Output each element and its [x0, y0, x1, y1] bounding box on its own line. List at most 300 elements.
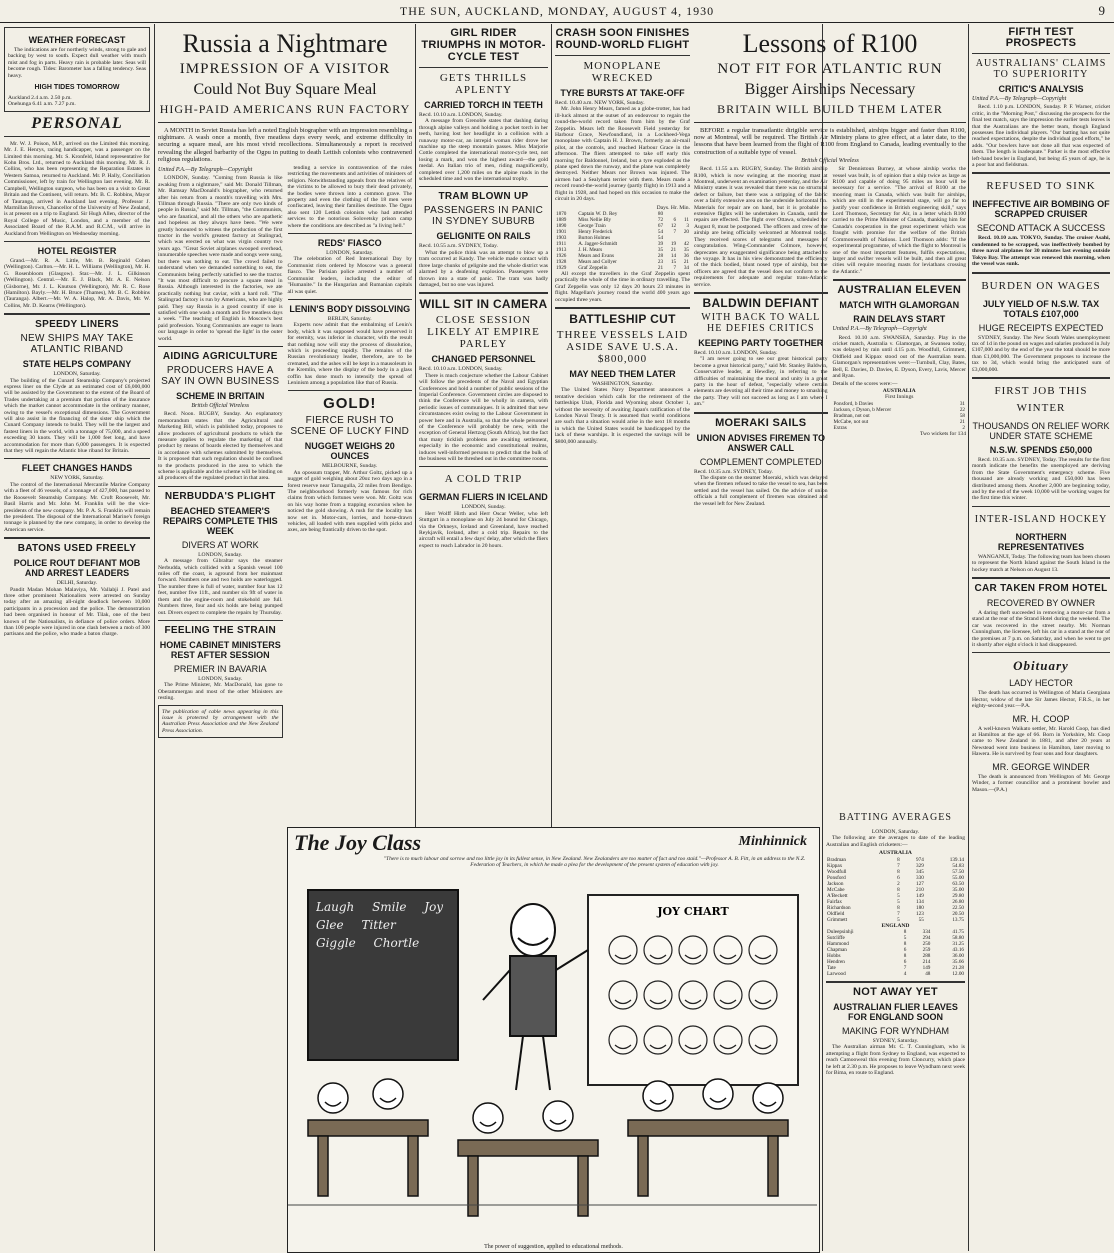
record-row-d: 23: [657, 258, 664, 265]
weather-box: [4, 27, 150, 112]
batting-row-inn: 8: [897, 886, 900, 893]
batting-row-name: A'Beckett: [827, 892, 848, 899]
battleship-dateline: WASHINGTON, Saturday.: [592, 380, 653, 387]
agri-subheading-2: SCHEME IN BRITAIN: [176, 390, 265, 401]
notaway-subheading: AUSTRALIAN FLIER LEAVES FOR ENGLAND SOON: [833, 1002, 958, 1023]
batons-heading: BATONS USED FREELY: [17, 543, 137, 555]
batting-row-inn: 6: [903, 959, 907, 966]
copyright-notice: The publication of cable news appearing in this issue is protected by arrangement with the Australian Press Association and the New Zealand Press Association.: [158, 705, 283, 739]
baldwin-heading: BALDWIN DEFIANT: [702, 295, 819, 310]
batting-row-avg: 58.80: [952, 935, 964, 942]
obituary-heading: Obituary: [1013, 658, 1069, 674]
notaway-body: The Australian airman Mr. C. T. Cunningham, who is attempting a flight from Sydney to England, was expected to reach Camooweal this evening from Cloncurry, which place he left at 2.30 p.m. He proposes to leave Wyndham next week for Bima, en route to England.: [826, 1044, 965, 1077]
batting-row-name: Woodfull: [827, 868, 847, 875]
batting-row-inn: 4: [903, 971, 907, 978]
batting-row-avg: 55.00: [952, 874, 964, 881]
batting-row-runs: 250: [922, 941, 931, 948]
refused-body: Recd. 10.10 a.m. TOKYO, Sunday. The cruiser Asahi, condemned to be scrapped, was ineffectively bombed by three naval airplanes for 30 minutes last evening outside Tokyo Bay. The attempt was renewed this morning, when the vessel was sunk.: [972, 235, 1110, 268]
column-3: [419, 24, 548, 824]
batting-row-avg: 63.50: [952, 880, 964, 887]
strain-subheading: HOME CABINET MINISTERS REST AFTER SESSION: [159, 639, 281, 660]
record-row-name: Mears and Evans: [578, 252, 614, 259]
batting-australia-table: [826, 857, 965, 923]
record-row-name: Burton Holmes: [578, 234, 611, 241]
speedy-heading: SPEEDY LINERS: [35, 319, 119, 331]
batting-row-inn: 5: [897, 898, 900, 905]
notaway-dateline: SYDNEY, Saturday.: [872, 1038, 919, 1045]
record-row-year: 1889: [556, 216, 567, 223]
batting-row-runs: 180: [916, 904, 924, 911]
batting-row-runs: 55: [918, 916, 924, 923]
batting-row-avg: 43.16: [952, 947, 964, 954]
eleven-score-table: [833, 401, 967, 431]
score-row-runs: 31: [959, 400, 965, 407]
r100-headline: Lessons of R100: [742, 29, 918, 58]
batting-heading: BATTING AVERAGES: [839, 812, 952, 823]
batting-row-runs: 149: [922, 965, 931, 972]
tides-auckland: Auckland 2.4 a.m. 2.50 p.m.: [8, 95, 72, 102]
nerbudda-dateline: LONDON, Sunday.: [198, 551, 243, 558]
fifth-heading: FIFTH TEST PROSPECTS: [1005, 26, 1077, 49]
teacher-figure: [483, 904, 588, 1090]
tram-subheading: PASSENGERS IN PANIC IN SYDNEY SUBURB: [423, 205, 544, 228]
batting-row-runs: 329: [916, 862, 924, 869]
camera-subheading: CLOSE SESSION LIKELY AT EMPIRE PARLEY: [427, 314, 540, 351]
record-row-year: 1913: [556, 246, 567, 253]
car-body: A daring theft succeeded in removing a motor-car from a stand at the rear of the Strand Hotel during the weekend. The car was recovered in the street nearby. Mr. Norman Cunningham, the licensee, left his car in a stand at the rear of the premises at 7 p.m. on Saturday, and when he went to get it shortly after eight o'clock it had disappeared.: [972, 610, 1110, 649]
russia-subheadline-3: HIGH-PAID AMERICANS RUN FACTORY: [159, 102, 411, 116]
record-row-d: 72: [657, 216, 664, 223]
records-table: [555, 211, 690, 271]
strain-body: The Prime Minister, Mr. MacDonald, has gone to Oberammergau and most of the other Ministers are resting.: [158, 682, 283, 702]
batting-row-inn: 5: [903, 935, 907, 942]
fleet-heading: FLEET CHANGES HANDS: [21, 463, 133, 474]
strain-dateline: LONDON, Sunday.: [198, 675, 243, 682]
record-row-name: Graf Zeppelin: [578, 264, 608, 271]
record-row-m: 21: [683, 258, 689, 265]
obituary-3-body: The death is announced from Wellington of Mr. George Winder, a former councillor and a prominent bowler and Mason.—(P.A.): [972, 773, 1110, 793]
score-row-name: Bradman, not out: [833, 412, 870, 419]
cartoon-author: Minhinnick: [738, 834, 807, 849]
battleship-subheading: THREE VESSELS LAID ASIDE SAVE U.S.A. $800,000: [556, 328, 689, 365]
nerbudda-heading: NERBUDDA'S PLIGHT: [164, 490, 276, 502]
crash-heading: CRASH SOON FINISHES ROUND-WORLD FLIGHT: [555, 27, 690, 51]
reds-heading: REDS' FIASCO: [317, 238, 382, 249]
batting-australia-label: AUSTRALIA: [879, 850, 912, 857]
russia-subheadline: IMPRESSION OF A VISITOR: [179, 61, 391, 77]
tram-heading: TRAM BLOWN UP: [438, 191, 529, 203]
speedy-subheading: NEW SHIPS MAY TAKE ATLANTIC RIBAND: [20, 333, 134, 356]
batting-row-avg: 54.83: [952, 862, 964, 869]
eleven-subheading-2: RAIN DELAYS START: [853, 314, 946, 325]
joy-chart-title: JOY CHART: [657, 905, 729, 918]
batting-row-name: Richardson: [827, 904, 851, 911]
batting-row-runs: 48: [925, 971, 931, 978]
car-heading: CAR TAKEN FROM HOTEL: [974, 583, 1108, 594]
record-row-d: 21: [657, 264, 664, 271]
obituary-2-body: A well-known Waikato settler, Mr. Harold Coop, has died at Hamilton at the age of 66. Born in Yorkshire, Mr. Coop came to New Zealand in 1881, and after 20 years at Newstead went into business in Hamilton, later moving to Hawera. He is survived by four sons and four daughters.: [972, 725, 1110, 758]
record-row-name: Mears and Collyer: [578, 258, 617, 265]
obituary-1-heading: LADY HECTOR: [1009, 678, 1073, 689]
record-row-h: 14: [670, 252, 677, 259]
record-row-year: 1929: [556, 264, 567, 271]
speedy-body: The building of the Cunard Steamship Company's projected express liner on the Clyde at an estimated cost of £6,000,000 will be assisted by the Government to the extent of the Board of Trades undertaking at a premium that portion of the insurance which the market cannot accommodate in the ordinary manner, owing to the vessel's exceptional dimensions. The Government will also assist in the financing of the sister ship which the Cunard Company intends to build. They will be the largest and fastest liners in the world, with a tonnage of 75,000, and a speed exceeding 30 knots. They will be 1,000 feet long, and have accommodation for more than 6,000 passengers. It is expected that they will regain the Atlantic blue riband for Britain.: [4, 377, 150, 455]
nerbudda-subheading: BEACHED STEAMER'S REPAIRS COMPLETE THIS WEEK: [162, 505, 278, 536]
personal-body: Mr. W. J. Poison, M.P., arrived on the Limited this morning. Mr. J. E. Henrys, racing handicapper, was a passenger on the Limited this morning. Mr. S. Kronfeld, Island representative for Kohn Bros. Ltd., returned to Auckland this morning. Mr. R. J. Collins, who has been representing the Reparation Estates in Western Samoa, returned to Auckland. Mr. P. Hally, Conciliation Commissioner, left by train for Wellington last evening. Mr. R. Campbell, Wellington surgeon, who has been on a visit to Great Britain and the Continent, will return. Mr. B. C. Robbins, Mayor of Tauranga, arrived in Auckland last evening. Professor J. Marmillan Brown, Chancellor of the University of New Zealand, is at present on a trip to England. Sir Hugh Allen, director of the Royal College of Music, London, and a member of the Associated Board of the R.A.M. and R.C.M., will arrive in Auckland from Wellington on Wednesday morning.: [4, 140, 150, 237]
fifth-subheading: AUSTRALIANS' CLAIMS TO SUPERIORITY: [975, 58, 1107, 80]
fifth-body: Recd. 1.10 p.m. LONDON, Sunday. P. F. Warner, cricket critic, in the "Morning Post," discussing the prospects for the final test match, says the impression the earlier tests leaves is that the Australians are the better team, though England possesses fine individual players. "Our batting has not quite reached expectations, despite the individual good efforts," he adds. "Our bowlers have not done all that was expected of them. The length is inadequate." Parker is the most effective left-hand bowler in England, but being 45 years of age, he is a poor bat and fieldsman.: [972, 104, 1110, 169]
cartoon-caption-top: "There is to much labour and sorrow and too little joy in its fullest sense, in New Zealand. New Zealanders are too matter of fact and too staid."—Professor A. B. Fitt, in an address to the N.Z. Federation of Teachers, in which he made a plea for the development of the present system of education with joy.: [383, 856, 806, 868]
speedy-subheading-2: STATE HELPS COMPANY: [22, 359, 132, 370]
batting-row-name: Sutcliffe: [827, 935, 845, 942]
record-row-d: 54: [657, 234, 664, 241]
girl-subheading: GETS THRILLS APLENTY: [439, 72, 528, 96]
cold-dateline: LONDON, Sunday.: [461, 504, 506, 511]
eleven-details-heading: Details of the scores were:—: [832, 381, 898, 388]
batting-england-table: [826, 929, 965, 977]
batting-row-runs: 345: [916, 868, 924, 875]
fifth-credit: United P.A.—By Telegraph—Copyright: [972, 96, 1067, 102]
r100-body-a: Recd. 11.55 a.m. RUGBY, Sunday. The British airship R100, which is now swinging at the mooring mast at Montreal, underwent an examination yesterday, and the Air Ministry states it was revealed that there was no structural defect or failure, but there was a stripping of the fabric over a fairly extensive area on the underside horizontal fin. Materials for repair are on hand, but it is probable no extensive flights will be undertaken in Canada, until the repairs are effected. The flight over Ottawa, scheduled for August 8, must be postponed. The officers and crew of the airship are being officially welcomed at Montreal today. They received scores of telegrams and messages of congratulation. Wing-Commander Colmore, however, deprecates any exaggerated significance being attached to the voyage. It has in his view demonstrated the efficiency of the thick bodied, blunt nosed type of airship, but the officers are agreed that the vessel does not conform to the requirements for adequate and regular trans-Atlantic service.: [694, 166, 828, 288]
batons-dateline: DELHI, Saturday.: [56, 580, 98, 587]
nerbudda-body: A message from Gibraltar says the steamer Nerbudda, which collided with a Spanish vessel 100 miles off the coast, is aground from her mainmast forward. Numbers one and two holds are waterlogged. The number three is full of water, number four has 12 feet, number five 11ft., and number six 9ft of water in them and the engine-room and stokehold are full. Numbers three, four and six holds are being pumped out. Divers expect to complete the repairs by Thursday.: [158, 558, 283, 616]
batting-row-inn: 8: [903, 953, 907, 960]
record-row-h: 19: [670, 240, 677, 247]
batting-row-runs: 210: [916, 886, 924, 893]
crash-body: Mr. John Henry Mears, famed as a globe-trotter, has had ill-luck almost at the outset of an endeavour to regain the round-the-world record taken from him by the Graf Zeppelin. Mears left the Roosevelt Field yesterday for Harbour Grace, Newfoundland, in a Lockheed-Vega monoplane with Captain H. J. Brown, formerly an air-mail pilot, at the controls, and reached Harbour Grace in the afternoon. The fliers attempted to take off early this morning for Baldonnel, Ireland, but a tyre exploded as the plane sped down the runway, and the plane was completely destroyed. Neither Mears nor Brown was injured. The airmen had a Sealyham terrier with them. Mears made a record round-the-world journey (partly flight) in 1913 and a flight in 1928, and had hoped on this occasion to make the circuit in 20 days.: [555, 106, 690, 203]
score-row-runs: 58: [959, 412, 965, 419]
girl-body: A message from Grenoble states that dashing daring through alpine valleys and holding a pocket torch in her teeth, having lost her headlight in a collision with a runaway motor-car, an intrepid woman rider drove her machine up the steep mountain passes. Miss Marjorie Cottle completed the international motor-cycle test, not losing a mark, and won the highest award—the gold medal. An Italian trio of men, riding magnificently, completed over 1,200 miles on the alpine roads in the scheduled time and won the international trophy.: [419, 118, 548, 183]
batting-row-runs: 288: [922, 953, 931, 960]
tram-subheading-2: GELIGNITE ON RAILS: [436, 231, 531, 242]
record-row-m: 34: [683, 264, 689, 271]
burden-subheading: JULY YIELD OF N.S.W. TAX TOTALS £107,000: [982, 298, 1100, 319]
record-row-d: 80: [657, 210, 664, 217]
russia-headline: Russia a Nightmare: [182, 29, 388, 58]
battleship-heading: BATTLESHIP CUT: [569, 311, 676, 326]
batting-row-avg: 36.00: [952, 953, 964, 960]
hotel-heading: HOTEL REGISTER: [37, 245, 117, 256]
battleship-body: The United States Navy Department announces a tentative decision which calls for the retirement of the battleships Utah, Florida and Wyoming about October 1, without the necessity of awaiting Japan's ratification of the London Naval Treaty. It is assumed that world conditions are such that a situation would arise in the next 18 months in which the United States would be handicapped by the lack of these warships. It is expected the savings will be $800,000 annually.: [555, 387, 690, 445]
fleet-dateline: NEW YORK, Saturday.: [50, 475, 104, 482]
gold-dateline: MELBOURNE, Sunday.: [322, 463, 378, 470]
record-row-year: 1911: [556, 240, 567, 247]
personal-heading: PERSONAL: [31, 114, 123, 132]
lenin-body: Experts now admit that the embalming of Lenin's body, which it was supposed would have preserved it for eternity, was inferior in character, with the result that nothing now will stay the process of dissolution, which is proceeding rapidly. The remains of the Russian revolutionary leader, therefore, are to be cremated, and the ashes will be kept in a mausoleum in the Kremlin, where the display of the body in a glass coffin has done much to intensify the spread of Leninism among a population like that of Russia.: [287, 322, 412, 386]
moeraki-body: The dispute on the steamer Moeraki, which was delayed when the firemen refused to take the vessel to sea, has been settled and the vessel has sailed. On the advice of union officials a full complement of firemen was obtained and the vessel left for New Zealand.: [694, 475, 828, 507]
hockey-subheading: NORTHERN REPRESENTATIVES: [997, 531, 1085, 552]
russia-body-a: LONDON, Sunday. "Coming from Russia is like awaking from a nightmare," said Mr. Donald Tillman, Mr. Ramsay MacDonald's biographer, who returned after his return from a month's travelling with Mrs. Tillman through Russia. "There are only two kinds of people in Russia," said Mr. Tillman, "the Communists, who are fanatical, and all the others who are apathetic and hopeless as they always have been. "We were greatly honoured to witness the production of the first tractor in the world's greatest factory at Stalingrad, which was erected on what was virgin country two years ago. "Great Soviet airplanes swooped overhead, innumerable speeches were made and songs were sung, but there was nothing to eat. The crowd failed to understand when we demanded something to eat, the Communists being perfectly satisfied to see the tractor. "It was most difficult to procure a square meal in Russia. Although interested in the factories, we ate practically nothing but caviar, with a hard roll. "The Stalingrad factory is run by Americans, who are highly paid. They say Russia is a good country if one is satisfied with one wash a month and five meatless days a week. "The teaching of English is Moscow's best paid profession. Young Communists are eager to learn our language in order to 'spread the light' in the outer world.: [158, 175, 283, 342]
reds-body: The celebration of Red International Day by Communist riots ordered by Moscow was a general fiasco. The Parisian police arrested a number of Communist leaders, including the editor of "Humanite." In the Hungarian and Rumanian capitals all was quiet.: [287, 256, 412, 295]
pupils: [308, 1079, 788, 1216]
record-row-name: Captain W. D. Rey: [578, 210, 618, 217]
batting-row-avg: 21.28: [952, 965, 964, 972]
batting-row-name: Grimmett: [827, 916, 848, 923]
batting-row-avg: 35.66: [952, 959, 964, 966]
tram-body: What the police think was an attempt to blow up a tram occurred at Kandy. The vehicle made contact with three large chunks of gelignite and the whole district was alarmed by a deafening explosion. Passengers were thrown into a state of panic. The tram was badly damaged, but no one was injured.: [419, 249, 548, 288]
masthead-title: THE SUN, AUCKLAND, MONDAY, AUGUST 4, 1930: [399, 4, 715, 18]
gold-body: An opossum trapper, Mr. Arthur Goltz, picked up a nugget of gold weighing about 20oz two days ago in a forest reserve near Tarnagulla, 22 miles from Bendigo. The neighbourhood formerly was famous for rich claims from which fortunes were won. Mr. Goltz was on his way home from a trapping excursion when he noticed the gold showing. A rush for the locality has now set in. Motor-cars, lorries, and horse-drawn vehicles, all loaded with men supplied with picks and axes, are being frantically driven to the spot.: [287, 469, 412, 534]
fifth-subheading-2: CRITIC'S ANALYSIS: [998, 84, 1084, 94]
column-6: [972, 24, 1110, 1249]
obituary-2-heading: MR. H. COOP: [1012, 713, 1070, 724]
cartoon-drawing: [288, 870, 817, 1250]
eleven-credit: United P.A.—By Telegraph—Copyright: [832, 326, 927, 333]
score-row-runs: 21: [959, 418, 965, 425]
notaway-subheading-2: MAKING FOR WYNDHAM: [842, 1026, 949, 1037]
score-row-name: Extras: [833, 424, 847, 431]
batting-england-label: ENGLAND: [881, 922, 910, 929]
record-row-h: 7: [673, 264, 677, 271]
tides-heading: HIGH TIDES TOMORROW: [34, 84, 120, 92]
record-row-d: 54: [657, 228, 664, 235]
moeraki-dateline: Recd. 10.35 a.m. SYDNEY, Today.: [694, 468, 773, 475]
record-row-h: 6: [673, 216, 677, 223]
tram-dateline: Recd. 10.55 a.m. SYDNEY, Today.: [419, 243, 498, 250]
cold-heading: A COLD TRIP: [444, 473, 523, 486]
column-rule: [415, 24, 416, 827]
baldwin-subheading: WITH BACK TO WALL HE DEFIES CRITICS: [701, 311, 821, 334]
page-number: 9: [1098, 3, 1106, 18]
girl-subheading-2: CARRIED TORCH IN TEETH: [424, 100, 543, 110]
refused-subheading: INEFFECTIVE AIR BOMBING OF SCRAPPED CRUISER: [972, 199, 1110, 220]
batting-row-name: Fairfax: [827, 898, 842, 905]
hockey-heading: INTER-ISLAND HOCKEY: [974, 513, 1108, 525]
batting-row-avg: 31.25: [952, 941, 964, 948]
cold-subheading: GERMAN FLIERS IN ICELAND: [419, 492, 548, 503]
gold-subheading-2: NUGGET WEIGHS 20 OUNCES: [304, 441, 395, 462]
column-rule: [154, 24, 155, 1251]
batting-row-name: Larwood: [827, 971, 846, 978]
batting-row-inn: 7: [897, 862, 900, 869]
score-row-runs: 2: [962, 424, 965, 431]
camera-subheading-2: CHANGED PERSONNEL: [431, 354, 536, 365]
gold-heading: GOLD!: [323, 395, 377, 413]
record-row-d: 28: [657, 252, 664, 259]
record-row-d: 39: [657, 240, 664, 247]
eleven-australia-label: AUSTRALIA: [882, 387, 916, 394]
crash-subheading: MONOPLANE WRECKED: [583, 60, 662, 84]
batting-row-inn: 5: [897, 916, 900, 923]
hockey-body: WANGANUI, Today. The following team has been chosen to represent the North Island against the South Island in the hockey match at Nelson on August 13.: [972, 553, 1110, 573]
batting-row-runs: 134: [916, 898, 924, 905]
russia-subheadline-2: Could Not Buy Square Meal: [193, 81, 377, 98]
burden-subheading-2: HUGE RECEIPTS EXPECTED: [978, 322, 1104, 333]
notaway-heading: NOT AWAY YET: [853, 986, 938, 999]
moeraki-subheading: UNION ADVISES FIREMEN TO ANSWER CALL: [696, 432, 825, 453]
batting-row-name: Tate: [827, 965, 836, 972]
batting-row-runs: 127: [916, 880, 924, 887]
eleven-body: Recd. 10.10 a.m. SWANSEA, Saturday. Play in the cricket match, Australia v. Glamorgan, at Swansea today, was delayed by rain until 4.15 p.m. Woodfull, Grimmett, Oldfield and Kippax stood out of the Australian team. Glamorgan's representatives were:—Turnbull, Clay, Bates, Bell, E. Davies, D. Davies, E. Dyson, Every, Lavis, Mercer and Ryan.: [832, 334, 966, 379]
crash-dateline: Recd. 10.40 a.m. NEW YORK, Sunday.: [555, 100, 645, 106]
batting-row-name: Chapman: [827, 947, 847, 954]
eleven-heading: AUSTRALIAN ELEVEN: [837, 284, 962, 297]
batting-row-name: McCabe: [827, 886, 845, 893]
agri-subheading: PRODUCERS HAVE A SAY IN OWN BUSINESS: [161, 364, 280, 387]
record-row-name: J. H. Mears: [578, 246, 603, 253]
batting-row-inn: 6: [897, 874, 900, 881]
russia-body-b: tending a service in contravention of the rules restricting the movements and activities of ministers of religion. Notwithstanding appeals from the relatives of the victims to be allowed to bury their dead privately, the bodies were thrown into a common grave. The property and even the clothing of the 18 men were confiscated, leaving their families destitute. The Ogpu also sent 120 Lettish colonists who had attended services to the notorious Solovetsky prison camp where the conditions are described as "a living hell.": [287, 165, 412, 229]
batting-row-name: Ponsford: [827, 874, 846, 881]
record-row-m: 36: [683, 252, 689, 259]
record-row-year: 1870: [556, 210, 567, 217]
eleven-subheading: MATCH WITH GLAMORGAN: [839, 300, 960, 311]
joy-chart: [588, 895, 798, 1085]
weather-body: The indications are for northerly winds, strong to gale and backing by west to south. Expect dull weather with much mist and fog in parts. Heavy rain is probable later. Seas will become rough. Tides: Barometer has a falling tendency. Seas heavy.: [8, 47, 146, 79]
batons-body: Pandit Madan Mohan Malaviya, Mr. Vallabji J. Patel and three other prominent Nationalists were arrested on Sunday today after an amazing all-night deadlock between 10,000 participants in a procession and the police. The demonstration had been organised in honour of Mr. Tilak, one of the best known of the Nationalists, in defiance of police orders. More than 100 people were injured in one clash between a mob of 300 partisans and the police, who made a baton charge.: [4, 586, 150, 638]
record-row-h: 21: [670, 246, 677, 253]
batting-row-name: Hendren: [827, 959, 845, 966]
record-row-year: 1903: [556, 234, 567, 241]
batting-row-inn: 8: [903, 929, 907, 936]
score-row-name: Ponsford, b Davies: [833, 400, 874, 407]
record-row-m: 42: [683, 240, 689, 247]
record-row-year: 1890: [556, 222, 567, 229]
job-body: Recd. 10.35 a.m. SYDNEY, Today. The results for the first month indicate the benefits the unemployed are deriving from the State Government's emergency scheme. Five thousand are already working and £50,000 has been distributed among them. Another 2,000 are beginning today, and by the end of the week 10,000 will be working wages for the first time this winter.: [972, 456, 1110, 502]
batting-row-name: Duleepsinhji: [827, 929, 854, 936]
camera-dateline: Recd. 10.10 a.m. LONDON, Sunday.: [419, 366, 503, 373]
job-heading: FIRST JOB THIS WINTER: [994, 384, 1088, 414]
batting-row-name: Hobbs: [827, 953, 841, 960]
record-row-m: 11: [684, 216, 689, 223]
column-rule: [551, 24, 552, 827]
batting-body: The following are the averages to date of the leading Australian and English cricketers:—: [826, 835, 965, 848]
batting-row-avg: 26.80: [952, 898, 964, 905]
agri-heading: AIDING AGRICULTURE: [162, 350, 278, 362]
score-row-name: Jackson, c Dyson, b Mercer: [833, 406, 892, 413]
column-4: [555, 24, 690, 824]
batting-row-name: Oldfield: [827, 910, 845, 917]
car-subheading: RECOVERED BY OWNER: [986, 598, 1096, 608]
cold-body: Herr Wolff Hirth and Herr Oscar Weller, who left Stuttgart in a monoplane on July 24 bound for Chicago, via the Orkneys, Iceland and Greenland, have reached Reykjavik, Iceland, after a cold trip. Repairs to the aircraft will entail a few days' delay, after which the fliers expect to reach Labrador in 20 hours.: [419, 510, 548, 549]
hotel-body: Grand.—Mr. R. A. Little, Mr. B. Reginald Cohen (Wellington). Carlton.—Mr. H. L. Williams (Wellington), Mr. H. G. Rosenbloom (Glasgow). Star.—Mr. J. L. Gilkinson (Wellington). Central.—Mr. E. J. Black, Mr. A. E. Nelson (Gisborne), Mr. J. L. Knutson (Wellington), Mr. R. C. Rose (Hamilton). Bayly.—Mr. H. Bruce (Thames), Mr. B. C. Robbins (Tauranga). Albert.—Mr. W. A. Halop, Mr. A. Davis, Mr. W. Collins, Mr. D. Kearns (Wellington).: [4, 257, 150, 309]
record-row-m: 3: [686, 222, 689, 229]
batting-row-name: Jackson: [827, 880, 844, 887]
camera-body: There is much conjecture whether the Labour Cabinet will follow the precedents of the Naval and Egyptian Conferences and hold a number of public sessions of the Imperial Conference. Government circles are disposed to think the Conference will be wholly in camera, with periodic issues of communiques. It is admitted that new circumstances exist owing to the Labour Government in power here and in Australia, so that the whole personnel of the Conference will probably be new, with the exception of General Hertzog (South Africa), but the fact that many ticklish problems are awaiting settlement, especially in the economic and constitutional realms, induces well-informed persons to predict that the bulk of the business will be threshed out in the committee rooms.: [419, 372, 548, 462]
column-7: [826, 806, 965, 1251]
record-row-year: 1926: [556, 252, 567, 259]
batting-row-runs: 330: [916, 874, 924, 881]
crash-subheading-2: TYRE BURSTS AT TAKE-OFF: [560, 88, 685, 98]
weather-heading: WEATHER FORECAST: [28, 35, 126, 45]
lenin-dateline: BERLIN, Saturday.: [327, 315, 372, 322]
r100-subheadline: NOT FIT FOR ATLANTIC RUN: [717, 61, 943, 77]
r100-credit: British Official Wireless: [801, 157, 859, 164]
batting-row-inn: 8: [897, 904, 900, 911]
refused-subheading-2: SECOND ATTACK A SUCCESS: [976, 223, 1106, 234]
strain-heading: FEELING THE STRAIN: [164, 624, 276, 636]
batting-row-avg: 20.50: [952, 910, 964, 917]
obituary-3-heading: MR. GEORGE WINDER: [992, 761, 1090, 772]
batting-row-runs: 214: [922, 959, 931, 966]
battleship-subheading-2: MAY NEED THEM LATER: [569, 368, 676, 379]
batting-row-avg: 22.50: [952, 904, 964, 911]
batting-row-name: Bradman: [827, 856, 847, 863]
record-row-d: 35: [657, 246, 664, 253]
eleven-total: Two wickets for 134: [919, 430, 966, 437]
record-row-name: Henry Frederick: [578, 228, 613, 235]
batons-subheading: POLICE ROUT DEFIANT MOB AND ARREST LEADERS: [13, 558, 141, 579]
burden-body: SYDNEY, Sunday. The New South Wales unemployment tax of 1d in the pound on wages and salaries produced in July £107,000 and by the end of the year the total should be more than £1,000,000. The Government proposes to increase the tax to 3d, which would bring the anticipated sum of £3,000,000.: [972, 334, 1110, 373]
camera-heading: WILL SIT IN CAMERA: [419, 297, 548, 312]
russia-credit: United P.A.—By Telegraph—Copyright: [158, 167, 253, 174]
score-row-runs: 22: [959, 406, 965, 413]
batting-row-avg: 13.75: [952, 916, 964, 923]
batting-row-runs: 259: [922, 947, 931, 954]
cartoon: [287, 827, 820, 1253]
girl-heading: GIRL RIDER TRIUMPHS IN MOTOR-CYCLE TEST: [421, 27, 546, 63]
batting-row: [826, 971, 965, 977]
record-row-h: 12: [670, 222, 677, 229]
r100-subheadline-2: Bigger Airships Necessary: [744, 81, 916, 98]
batting-row-avg: 57.50: [952, 868, 964, 875]
job-subheading-2: N.S.W. SPENDS £50,000: [989, 444, 1093, 455]
reds-dateline: LONDON, Saturday.: [326, 250, 374, 257]
nerbudda-subheading-2: DIVERS AT WORK: [181, 539, 259, 550]
batting-row-runs: 974: [916, 856, 924, 863]
lenin-heading: LENIN'S BODY DISSOLVING: [289, 303, 411, 314]
score-row-name: McCabe, not out: [833, 418, 869, 425]
record-row-name: A. Jagger-Schmidt: [578, 240, 618, 247]
eleven-australia-sub: First Innings: [885, 394, 914, 401]
batting-row-runs: 149: [916, 892, 924, 899]
strain-subheading-2: PREMIER IN BAVARIA: [173, 663, 267, 674]
record-row-d: 67: [657, 222, 664, 229]
column-1: [4, 24, 150, 1249]
russia-lead: A MONTH in Soviet Russia has left a noted English biographer with an impression resembling a nightmare. A wash once a month, five meatless days every week, and extreme difficulty in securing a square meal, are his most vivid recollections. Simultaneously a report is received revealing the alleged barbarity of the Ogpu in putting to death Lettish colonists who contravened religious regulations.: [158, 127, 412, 163]
crash-body-2: All except the travellers in the Graf Zeppelin spent practically the whole of the time in ordinary travelling. The Graf Zeppelin was only 12 days 20 hours 23 minutes in flight. Magellan's journey round the world 400 years ago occupied three years.: [555, 270, 690, 303]
column-rule: [968, 24, 969, 1251]
moeraki-subheading-2: COMPLEMENT COMPLETED: [699, 456, 822, 467]
batting-row-inn: 5: [897, 892, 900, 899]
batting-row-inn: 8: [903, 941, 907, 948]
r100-body-b: Sir Dennistoun Burney, at whose airship works the vessel was built, is of opinion that a ship twice as large as R100 and capable of doing 95 miles an hour will be necessary for a service. "The arrival of R100 at the mooring mast in Canada, which was built for airships, which are still in the experimental stage, will go far to justify your confidence in British engineering skill," says Lord Thomson, Secretary for Air, in a letter which R100 carried to the Prime Minister of Canada, thanking him for Canada's cooperation in the great experiment which was fraught with promise for the welfare of the British Commonwealth of Nations. Lord Thomson adds: "If the experimental programme, of which the flight to Montreal is one of the most important features, fulfils expectations, larger and swifter vessels will be built, and then all great cities will require mooring masts for leviathans crossing the Atlantic.": [832, 166, 966, 275]
batting-row-inn: 6: [903, 947, 907, 954]
blackboard-words: Laugh Smile Joy Glee Titter Giggle Chortle: [316, 900, 444, 950]
record-row-h: 7: [673, 228, 677, 235]
batting-row-avg: 29.80: [952, 892, 964, 899]
batting-row-runs: 334: [922, 929, 931, 936]
agri-body: Recd. Noon. RUGBY, Sunday. An explanatory memorandum states that the Agricultural and Marketing Bill, which is published today, proposes to allow producers of agricultural products to which the measure applies to regulate the marketing of that product by means of boards elected by themselves and in accordance with schemes submitted by themselves. It is proposed that such regulation should be confined to the products produced in the area to which the scheme is applicable and the scheme will be binding on all producers of the regulated product in that area.: [158, 411, 283, 482]
masthead: [0, 0, 1114, 23]
record-row-m: 35: [683, 246, 689, 253]
batting-dateline: LONDON, Saturday.: [871, 829, 920, 835]
batting-row-name: Kippax: [827, 862, 843, 869]
r100-subheadline-3: BRITAIN WILL BUILD THEM LATER: [717, 102, 943, 116]
batting-row-inn: 7: [897, 910, 900, 917]
record-row-name: George Train: [578, 222, 606, 229]
batting-row-inn: 7: [903, 965, 907, 972]
batting-row-runs: 294: [922, 935, 931, 942]
cartoon-caption-bottom: The power of suggestion, applied to educational methods.: [484, 1244, 623, 1250]
job-subheading: THOUSANDS ON RELIEF WORK UNDER STATE SCHEME: [972, 420, 1110, 441]
record-row-year: 1901: [556, 228, 567, 235]
r100-lead: BEFORE a regular transatlantic dirigible service is established, airships bigger and faster than R100, now at Montreal, will be required. The British Air Ministry plans to give effect, at a later date, to the lessons that have been learned from the flight of R100 from England to Canada, leading eventually to the construction of a suitable type of vessel.: [694, 127, 966, 156]
batting-row-inn: 8: [897, 856, 900, 863]
r100-article: [694, 24, 966, 824]
moeraki-heading: MOERAKI SAILS: [715, 416, 807, 429]
speedy-dateline: LONDON, Saturday.: [53, 371, 101, 378]
batting-row-avg: 41.75: [952, 929, 964, 936]
records-table-title: Days. Hr. Min.: [656, 204, 690, 211]
burden-heading: BURDEN ON WAGES: [981, 279, 1101, 292]
fleet-body: The control of the International Mercantile Marine Company with a fleet of 46 vessels, of a tonnage of 427,000, has passed to the Roosevelt Steamship Company. Mr. Croft Roosevelt, Mr. Basil Harris and Mr. John M. Franklin will be the vice-presidents of the new company. Mr. P. A. S. Franklin will remain the president. The disposal of the International Marine's foreign tonnage is planned by the new company, in order to develop the American service.: [4, 481, 150, 533]
baldwin-dateline: Recd. 10.10 a.m. LONDON, Sunday.: [694, 349, 778, 356]
batting-row-avg: 35.00: [952, 886, 964, 893]
batting-row-inn: 2: [897, 880, 900, 887]
gold-subheading: FIERCE RUSH TO SCENE OF LUCKY FIND: [290, 415, 410, 438]
cartoon-title: The Joy Class: [294, 830, 422, 855]
